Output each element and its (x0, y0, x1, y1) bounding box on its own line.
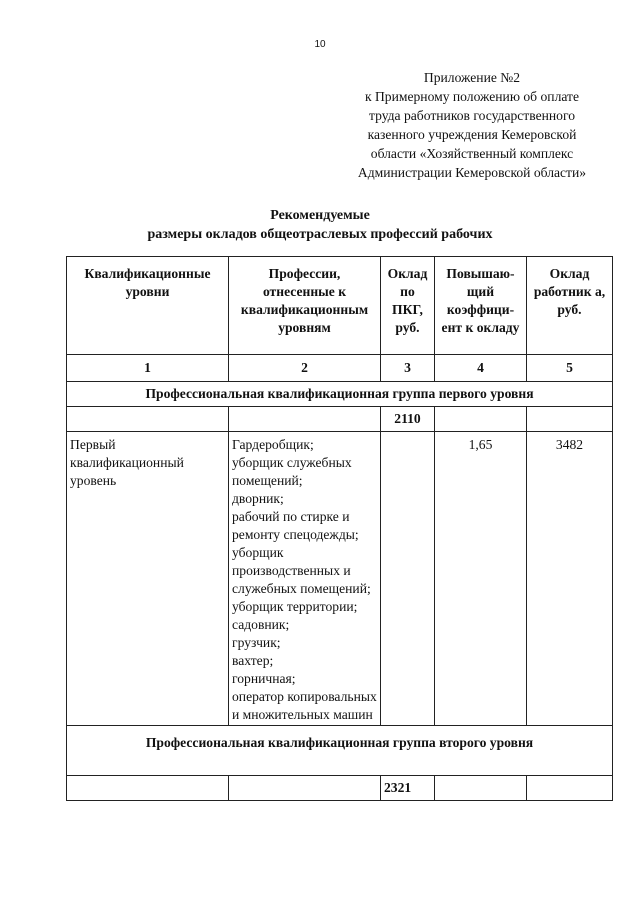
level1-coefficient: 1,65 (435, 432, 527, 726)
appendix-line: Администрации Кемеровской области» (357, 165, 587, 180)
column-number: 5 (527, 355, 613, 382)
table-row (67, 776, 613, 801)
group-row (67, 726, 613, 776)
column-number-row (67, 355, 613, 382)
title-line-1: Рекомендуемые (270, 208, 370, 223)
appendix-line: области «Хозяйственный комплекс (370, 146, 574, 161)
level1-worker-salary: 3482 (527, 432, 613, 726)
header-professions: Профессии, отнесенные к квалификационным уровням (229, 257, 381, 355)
page-number: 10 (314, 39, 326, 50)
profession-item: вахтер; (232, 653, 274, 668)
header-coefficient: Повышаю-щий коэффици-ент к окладу (435, 257, 527, 355)
document-title (0, 206, 640, 244)
level1-name: Первый квалификационный уровень (67, 432, 229, 726)
column-number: 3 (381, 355, 435, 382)
empty-cell (229, 407, 381, 432)
empty-cell (381, 432, 435, 726)
salary-table (66, 256, 613, 801)
header-qualification-levels: Квалификационные уровни (67, 257, 229, 355)
table-header-row (67, 257, 613, 355)
column-number: 2 (229, 355, 381, 382)
profession-item: горничная; (232, 671, 296, 686)
profession-item: грузчик; (232, 635, 281, 650)
header-worker-salary: Оклад работник а, руб. (527, 257, 613, 355)
level1-professions (229, 432, 381, 726)
profession-item: уборщик служебных помещений; (232, 455, 352, 488)
profession-item: уборщик производственных и служебных помещений; (232, 545, 371, 596)
appendix-line: труда работников государственного (368, 108, 576, 123)
profession-item: рабочий по стирке и ремонту спецодежды; (232, 509, 359, 542)
group1-title: Профессиональная квалификационная группа первого уровня (67, 382, 613, 407)
column-number: 4 (435, 355, 527, 382)
header-pkg-salary: Оклад по ПКГ, руб. (381, 257, 435, 355)
empty-cell (229, 776, 381, 801)
table-row (67, 407, 613, 432)
group-row (67, 382, 613, 407)
appendix-header (320, 68, 624, 182)
title-line-2: размеры окладов общеотраслевых профессий рабочих (147, 227, 493, 242)
group2-base-salary: 2321 (381, 776, 435, 801)
profession-item: садовник; (232, 617, 290, 632)
appendix-line: казенного учреждения Кемеровской (367, 127, 577, 142)
profession-item: Гардеробщик; (232, 437, 314, 452)
appendix-line: Приложение №2 (423, 70, 521, 85)
profession-item: уборщик территории; (232, 599, 358, 614)
group2-title: Профессиональная квалификационная группа второго уровня (67, 726, 613, 776)
empty-cell (67, 776, 229, 801)
empty-cell (435, 776, 527, 801)
table-row (67, 432, 613, 726)
appendix-line: к Примерному положению об оплате (364, 89, 580, 104)
empty-cell (527, 407, 613, 432)
profession-item: оператор копировальных и множительных машин (232, 689, 377, 722)
group1-base-salary: 2110 (381, 407, 435, 432)
column-number: 1 (67, 355, 229, 382)
profession-item: дворник; (232, 491, 284, 506)
empty-cell (67, 407, 229, 432)
empty-cell (435, 407, 527, 432)
empty-cell (527, 776, 613, 801)
